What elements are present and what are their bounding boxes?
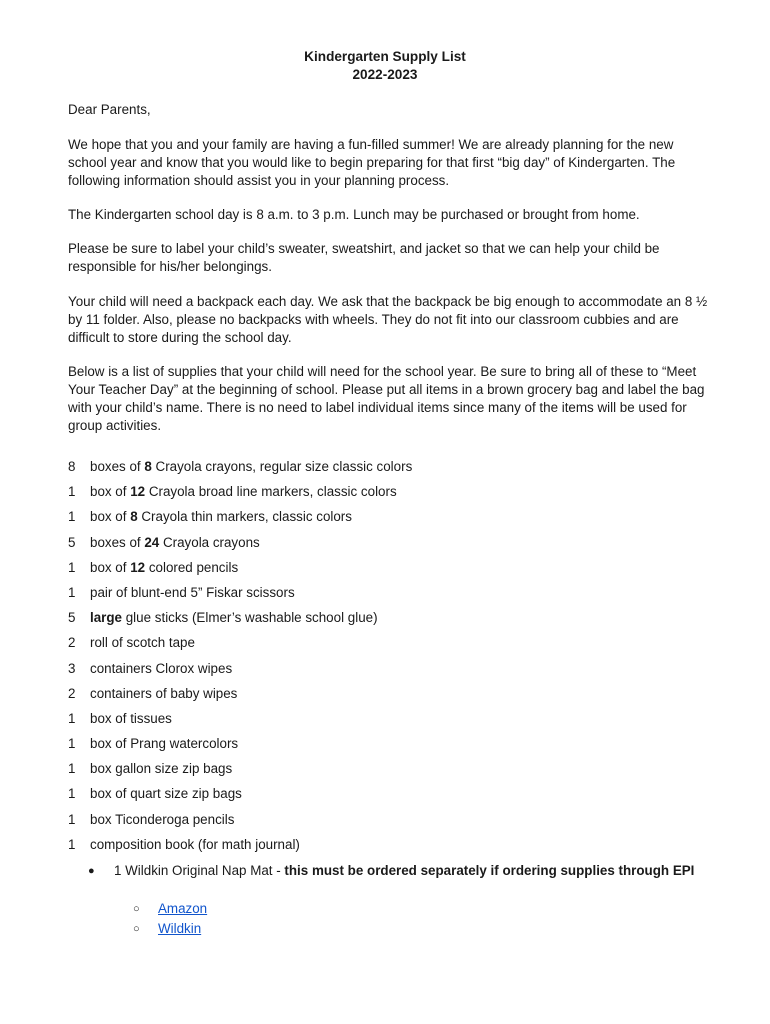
wildkin-link[interactable]: Wildkin	[158, 920, 202, 936]
supply-quantity: 1	[68, 786, 76, 802]
document-title	[0, 48, 770, 84]
supply-item	[68, 609, 708, 634]
supply-description	[90, 836, 300, 861]
supply-item	[68, 584, 708, 609]
supply-quantity: 8	[68, 459, 76, 474]
supply-item	[68, 634, 708, 659]
nap-mat-text	[114, 862, 694, 880]
purchase-links	[133, 900, 207, 939]
supply-text: boxes of	[90, 459, 145, 474]
supply-description	[90, 508, 352, 533]
supply-text-rest: Crayola thin markers, classic colors	[137, 509, 352, 525]
supply-list	[68, 458, 708, 861]
supply-quantity: 1	[68, 484, 76, 500]
supply-quantity: 2	[68, 685, 76, 701]
supply-text: box of Prang watercolors	[90, 736, 239, 752]
supply-quantity: 1	[68, 836, 76, 852]
supply-description	[90, 785, 242, 810]
supply-text: box of	[90, 559, 131, 575]
supply-emphasis: 12	[130, 559, 146, 575]
circle-bullet-icon: ○	[133, 903, 140, 915]
supply-text: roll of scotch tape	[90, 635, 195, 651]
supply-item	[68, 660, 708, 685]
supply-text: composition book (for math journal)	[90, 836, 300, 852]
supply-text-rest: colored pencils	[145, 559, 239, 575]
supply-description	[90, 710, 172, 735]
supply-item	[68, 534, 708, 559]
supply-text-rest: glue sticks (Elmer’s washable school glue)	[122, 610, 378, 626]
circle-bullet-icon: ○	[133, 922, 140, 935]
supply-item	[68, 785, 708, 810]
supply-text: box gallon size zip bags	[90, 761, 233, 777]
paragraph-backpack: Your child will need a backpack each day. We ask that the backpack be big enough to accommodate an 8 ½ by 11 folder. Also, please no backpacks with wheels. They do not fit into our classroom cubbies and are difficult to store during the school day.	[68, 294, 708, 345]
supply-item	[68, 458, 708, 483]
supply-description	[90, 534, 260, 559]
supply-emphasis: 12	[130, 484, 146, 500]
supply-item	[68, 735, 708, 760]
supply-quantity: 1	[68, 509, 76, 525]
supply-quantity: 1	[68, 811, 76, 827]
supply-quantity: 5	[68, 534, 76, 550]
supply-description	[90, 634, 195, 659]
supply-quantity: 1	[68, 736, 76, 752]
supply-text: box of	[90, 484, 131, 500]
supply-description	[90, 811, 234, 836]
supply-item	[68, 710, 708, 735]
supply-emphasis: 8	[144, 459, 152, 474]
supply-quantity: 1	[68, 559, 76, 575]
supply-text-rest: Crayola crayons, regular size classic colors	[151, 459, 413, 474]
link-item-amazon	[133, 900, 207, 920]
supply-item	[68, 559, 708, 584]
supply-description	[90, 685, 237, 710]
supply-text: box of tissues	[90, 710, 172, 726]
supply-item	[68, 836, 708, 861]
supply-description	[90, 660, 232, 685]
supply-item	[68, 685, 708, 710]
supply-description	[90, 760, 232, 785]
supply-quantity: 1	[68, 584, 76, 600]
supply-description	[90, 609, 378, 634]
supply-text: box Ticonderoga pencils	[90, 811, 235, 827]
supply-description	[90, 735, 238, 760]
supply-description	[90, 458, 412, 483]
supply-description	[90, 584, 295, 609]
nap-mat-item	[88, 862, 698, 880]
supply-text: box of	[90, 509, 131, 525]
supply-quantity: 1	[68, 761, 76, 777]
supply-emphasis: 8	[130, 509, 138, 525]
supply-quantity: 1	[68, 710, 76, 726]
supply-emphasis: 24	[144, 534, 160, 550]
supply-text: box of quart size zip bags	[90, 786, 242, 802]
supply-quantity: 5	[68, 610, 76, 626]
nap-mat-note: this must be ordered separately if ordering supplies through EPI	[284, 863, 695, 878]
supply-text: pair of blunt-end 5” Fiskar scissors	[90, 584, 295, 600]
supply-emphasis: large	[90, 610, 123, 626]
title-line-2: 2022-2023	[352, 67, 418, 82]
supply-text-rest: Crayola broad line markers, classic colors	[145, 484, 397, 500]
supply-text: containers of baby wipes	[90, 685, 238, 701]
link-item-wildkin	[133, 920, 207, 940]
supply-description	[90, 483, 397, 508]
supply-item	[68, 483, 708, 508]
supply-quantity: 3	[68, 660, 76, 676]
supply-text: containers Clorox wipes	[90, 660, 233, 676]
amazon-link[interactable]: Amazon	[158, 901, 208, 916]
bullet-icon: ●	[88, 865, 95, 877]
supply-item	[68, 760, 708, 785]
nap-mat-label: 1 Wildkin Original Nap Mat -	[114, 863, 285, 878]
supply-description	[90, 559, 238, 584]
supply-item	[68, 508, 708, 533]
greeting: Dear Parents,	[68, 102, 151, 117]
paragraph-labels: Please be sure to label your child’s sweater, sweatshirt, and jacket so that we can help your child be responsible for his/her belongings.	[68, 241, 660, 274]
supply-quantity: 2	[68, 635, 76, 651]
supply-text-rest: Crayola crayons	[159, 534, 260, 550]
supply-text: boxes of	[90, 534, 145, 550]
title-line-1: Kindergarten Supply List	[304, 49, 466, 64]
paragraph-school-day: The Kindergarten school day is 8 a.m. to 3 p.m. Lunch may be purchased or brought from home.	[68, 207, 640, 222]
paragraph-intro: We hope that you and your family are having a fun-filled summer! We are already planning for the new school year and know that you would like to begin preparing for that first “big day” of Kindergarten. The following information should assist you in your planning process.	[68, 137, 676, 188]
supply-item	[68, 811, 708, 836]
paragraph-supplies-intro: Below is a list of supplies that your child will need for the school year. Be sure to bring all of these to “Meet Your Teacher Day” at the beginning of school. Please put all items in a brown grocery bag and label the bag with your child’s name. There is no need to label individual items since many of the items will be used for group activities.	[68, 364, 705, 433]
